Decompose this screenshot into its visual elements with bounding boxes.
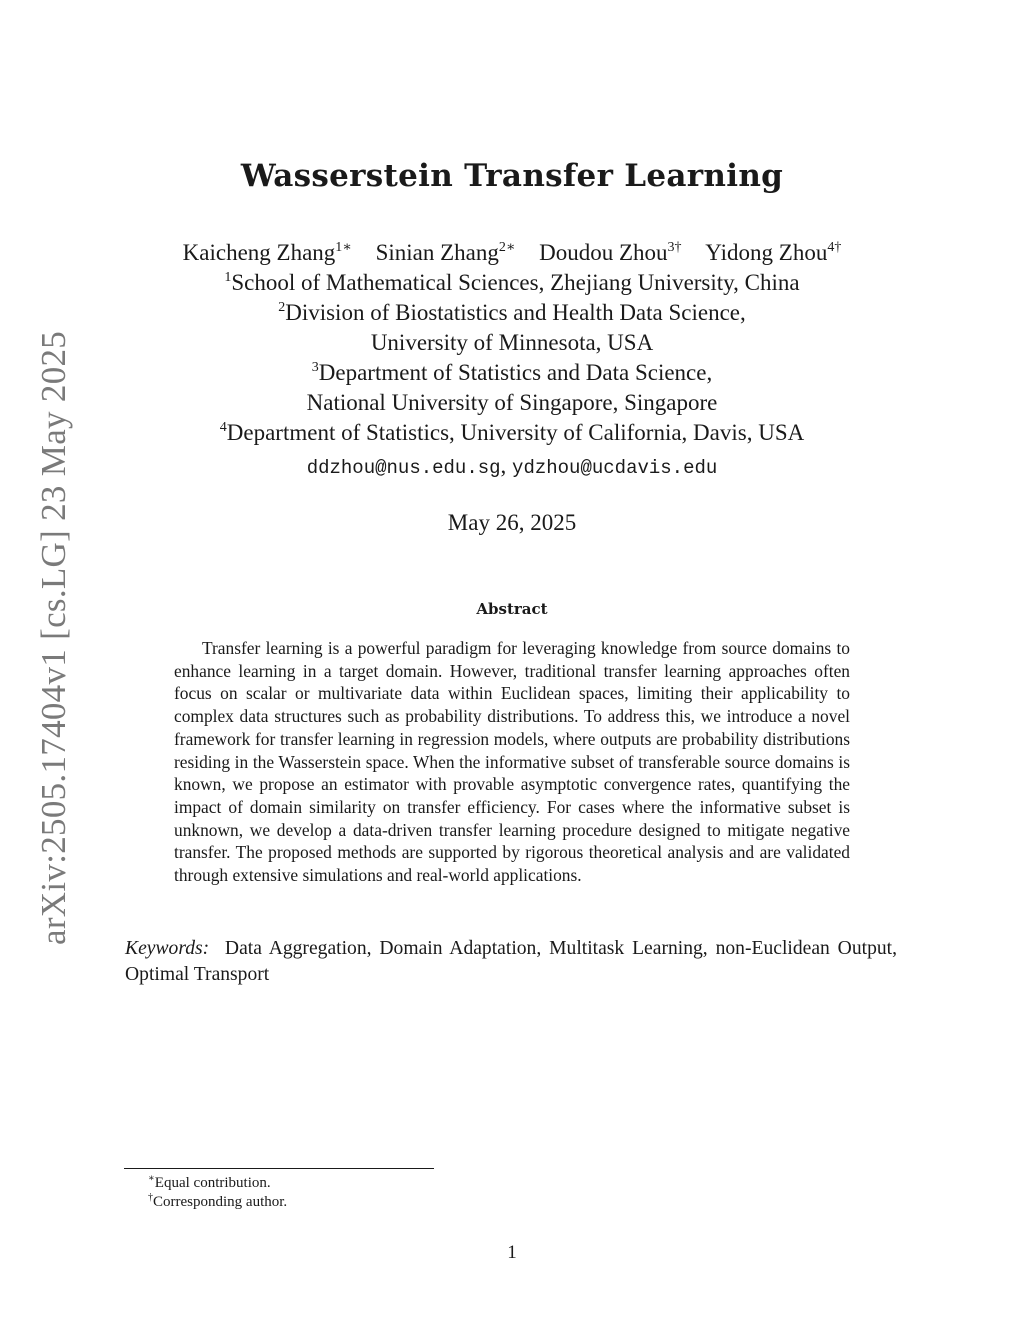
- author-list: [0, 240, 1024, 266]
- affiliation: $^1$School of Mathematical Sciences, Zhejiang University, China: [224, 270, 800, 295]
- arxiv-identifier: arXiv:2505.17404v1 [cs.LG] 23 May 2025: [34, 330, 73, 945]
- email-link[interactable]: ddzhou@nus.edu.sg: [306, 457, 501, 479]
- affiliation: $^3$Department of Statistics and Data Science,: [311, 360, 713, 385]
- keywords-text: Data Aggregation, Domain Adaptation, Multitask Learning, non-Euclidean Output, Optimal Transport: [125, 938, 898, 985]
- paper-title: Wasserstein Transfer Learning: [240, 158, 784, 194]
- abstract-heading: Abstract: [476, 600, 548, 618]
- abstract-text: Transfer learning is a powerful paradigm for leveraging knowledge from source domains to enhance learning in a target domain. However, traditional transfer learning approaches often focus on scalar or multivariate data within Euclidean spaces, limiting their applicability to complex data structures such as probability distributions. To address this, we introduce a novel framework for transfer learning in regression models, where outputs are probability distributions residing in the Wasserstein space. When the informative subset of transferable source domains is known, we propose an estimator with provable asymptotic convergence rates, quantifying the impact of domain similarity on transfer efficiency. For cases where the informative subset is unknown, we develop a data-driven transfer learning procedure designed to mitigate negative transfer. The proposed methods are supported by rigorous theoretical analysis and are validated through extensive simulations and real-world applications.: [174, 638, 850, 886]
- affiliation: $^2$Division of Biostatistics and Health Data Science,: [278, 300, 746, 325]
- publication-date: May 26, 2025: [447, 510, 577, 535]
- email-link[interactable]: ydzhou@ucdavis.edu: [512, 457, 718, 479]
- contact-emails: ddzhou@nus.edu.sg, ydzhou@ucdavis.edu: [306, 453, 718, 479]
- footnote-divider: [124, 1168, 434, 1169]
- keywords-label: Keywords:: [125, 938, 210, 959]
- footnote: ∗Equal contribution.: [148, 1173, 271, 1191]
- affiliation-continued: University of Minnesota, USA: [370, 330, 654, 355]
- keywords: [125, 936, 897, 988]
- author: Sinian Zhang$^{2∗}$: [375, 240, 516, 265]
- affiliation: $^4$Department of Statistics, University of California, Davis, USA: [219, 420, 805, 445]
- footnote: †Corresponding author.: [148, 1192, 288, 1210]
- page-number: 1: [507, 1242, 517, 1263]
- author: Doudou Zhou$^{3\dagger}$: [539, 240, 682, 265]
- author: Kaicheng Zhang$^{1∗}$: [182, 240, 352, 265]
- affiliation-continued: National University of Singapore, Singapore: [306, 390, 718, 415]
- author: Yidong Zhou$^{4\dagger}$: [705, 240, 842, 265]
